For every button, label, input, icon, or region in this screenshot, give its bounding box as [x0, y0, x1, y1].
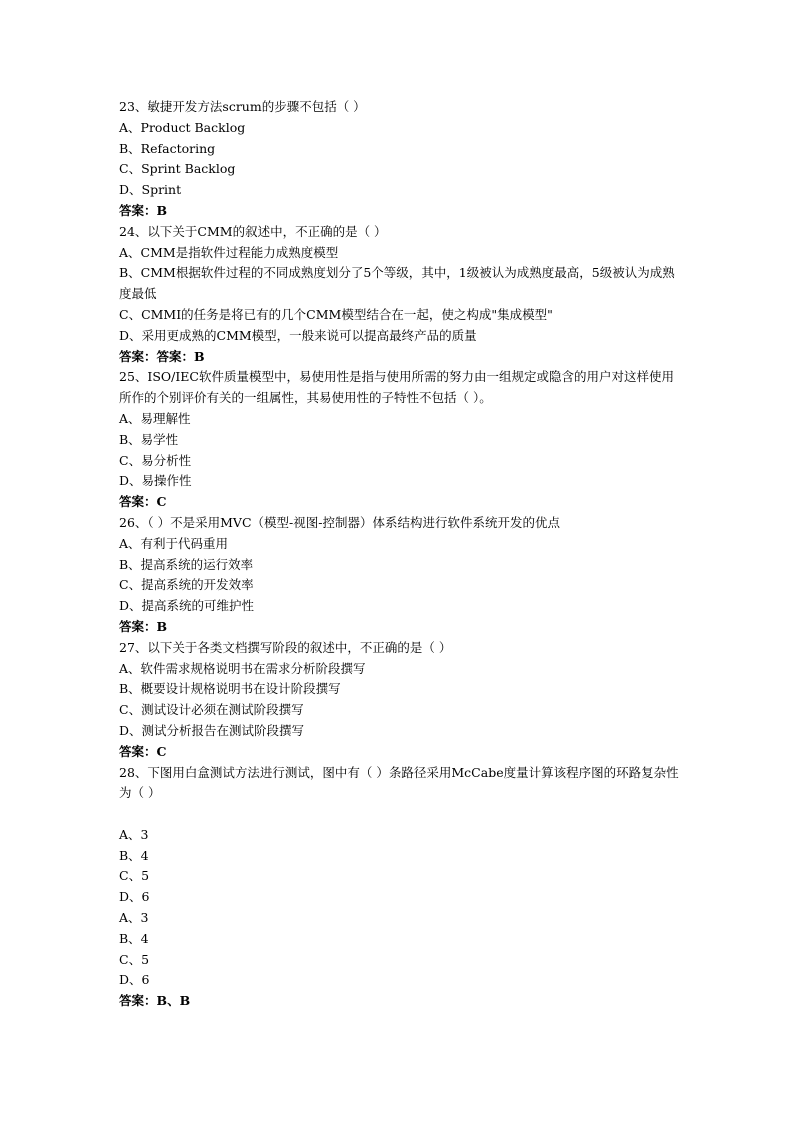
- option-d: D、6: [119, 889, 150, 905]
- option-b: B、Refactoring: [119, 140, 216, 156]
- option-c: C、提高系统的开发效率: [119, 577, 254, 593]
- answer: 答案：答案：B: [119, 348, 205, 364]
- option-a: A、CMM是指软件过程能力成熟度模型: [119, 244, 339, 260]
- question-stem: 24、以下关于CMM的叙述中，不正确的是（ ）: [119, 223, 387, 239]
- question-stem: 27、以下关于各类文档撰写阶段的叙述中，不正确的是（ ）: [119, 639, 452, 655]
- option-b: B、概要设计规格说明书在设计阶段撰写: [119, 681, 341, 697]
- question-stem: 23、敏捷开发方法scrum的步骤不包括（ ）: [119, 99, 366, 114]
- option-c: C、Sprint Backlog: [119, 161, 236, 177]
- option-a: A、易理解性: [119, 410, 191, 426]
- question-stem: 25、ISO/IEC软件质量模型中，易使用性是指与使用所需的努力由一组规定或隐含的用户对这样使用所作的个别评价有关的一组属性，其易使用性的子特性不包括（ ）。: [119, 369, 674, 406]
- option-a: A、有利于代码重用: [119, 535, 229, 551]
- question-28: [119, 763, 699, 1013]
- question-23: [119, 97, 699, 222]
- option-c: C、5: [119, 868, 150, 884]
- answer: 答案：C: [119, 494, 167, 510]
- option-d: D、提高系统的可维护性: [119, 598, 255, 614]
- answer: 答案：B: [119, 618, 168, 634]
- option-d: D、易操作性: [119, 473, 192, 489]
- option-b: B、4: [119, 930, 149, 946]
- option-d: D、Sprint: [119, 182, 182, 198]
- option-c: C、CMMI的任务是将已有的几个CMM模型结合在一起，使之构成"集成模型": [119, 306, 553, 322]
- option-b: B、CMM根据软件过程的不同成熟度划分了5个等级，其中，1级被认为成熟度最高，5级被认为成熟度最低: [119, 265, 675, 302]
- question-stem: 26、（ ）不是采用MVC（模型-视图-控制器）体系结构进行软件系统开发的优点: [119, 514, 560, 530]
- option-d: D、6: [119, 972, 150, 988]
- option-d: D、采用更成熟的CMM模型，一般来说可以提高最终产品的质量: [119, 327, 477, 343]
- question-26: [119, 513, 699, 638]
- option-b: B、提高系统的运行效率: [119, 556, 254, 572]
- option-c: C、易分析性: [119, 452, 192, 468]
- answer: 答案：B: [119, 202, 168, 218]
- question-25: [119, 367, 699, 513]
- question-27: [119, 638, 699, 763]
- answer: 答案：C: [119, 743, 167, 759]
- option-b: B、易学性: [119, 431, 179, 447]
- option-c: C、测试设计必须在测试阶段撰写: [119, 702, 304, 718]
- answer: 答案：B、B: [119, 993, 191, 1009]
- question-24: [119, 222, 699, 368]
- option-a: A、Product Backlog: [119, 119, 246, 135]
- option-d: D、测试分析报告在测试阶段撰写: [119, 722, 305, 738]
- question-stem: 28、下图用白盒测试方法进行测试，图中有（ ）条路径采用McCabe度量计算该程序图的环路复杂性为（ ）: [119, 764, 679, 801]
- option-a: A、软件需求规格说明书在需求分析阶段撰写: [119, 660, 366, 676]
- document-body: [119, 97, 699, 1012]
- option-c: C、5: [119, 951, 150, 967]
- option-a: A、3: [119, 910, 149, 926]
- option-b: B、4: [119, 847, 149, 863]
- option-a: A、3: [119, 826, 149, 842]
